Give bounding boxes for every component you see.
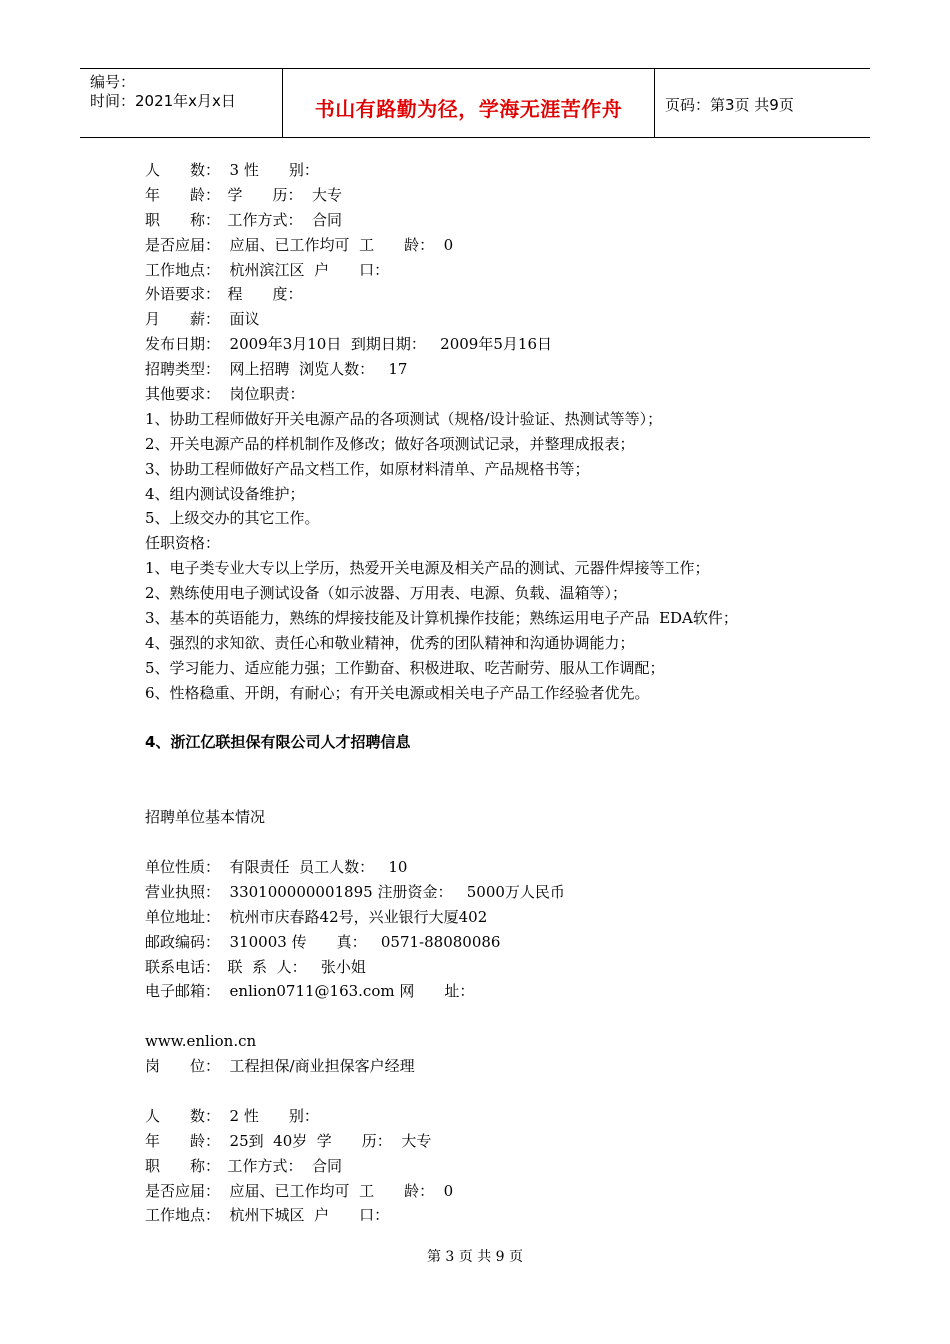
text-line: 5、学习能力、适应能力强；工作勤奋、积极进取、吃苦耐劳、服从工作调配； — [145, 658, 665, 677]
text-line: 职 称： 工作方式： 合同 — [145, 210, 343, 229]
doc-time: 时间：2021年x月x日 — [90, 92, 236, 110]
section-title: 4、浙江亿联担保有限公司人才招聘信息 — [145, 733, 411, 752]
text-line: 其他要求： 岗位职责： — [145, 385, 305, 404]
text-line: 月 薪： 面议 — [145, 310, 260, 329]
blank-line — [145, 1004, 935, 1029]
blank-line — [145, 755, 935, 780]
text-line: 2、开关电源产品的样机制作及修改；做好各项测试记录，并整理成报表； — [145, 434, 635, 453]
header-meta-cell — [80, 69, 283, 137]
header-motto-cell — [283, 69, 655, 137]
text-line: 招聘类型： 网上招聘 浏览人数： 17 — [145, 360, 408, 379]
company-line: 电子邮箱： enlion0711@163.com 网 址： — [145, 982, 475, 1001]
website: www.enlion.cn — [145, 1032, 257, 1051]
text-line: 6、性格稳重、开朗，有耐心；有开关电源或相关电子产品工作经验者优先。 — [145, 683, 650, 702]
job-line: 年 龄： 25到 40岁 学 历： 大专 — [145, 1131, 432, 1150]
page-footer: 第 3 页 共 9 页 — [426, 1249, 524, 1265]
text-line: 1、电子类专业大专以上学历，热爱开关电源及相关产品的测试、元器件焊接等工作； — [145, 559, 710, 578]
text-line: 任职资格： — [145, 534, 221, 553]
company-line: 邮政编码： 310003 传 真： 0571-88080086 — [145, 932, 501, 951]
text-line: 工作地点： 杭州滨江区 户 口： — [145, 260, 390, 279]
text-line: 年 龄： 学 历： 大专 — [145, 185, 343, 204]
header-page-cell — [655, 69, 870, 137]
job-line: 工作地点： 杭州下城区 户 口： — [145, 1206, 390, 1225]
job-line: 是否应届： 应届、已工作均可 工 龄： 0 — [145, 1181, 454, 1200]
blank-line — [145, 706, 935, 731]
company-line: 联系电话： 联 系 人： 张小姐 — [145, 957, 366, 976]
company-line: 单位地址： 杭州市庆春路42号，兴业银行大厦402 — [145, 907, 488, 926]
blank-line — [145, 780, 935, 805]
position-line: 岗 位： 工程担保/商业担保客户经理 — [145, 1057, 415, 1076]
motto: 书山有路勤为径，学海无涯苦作舟 — [314, 97, 623, 121]
text-line: 3、基本的英语能力，熟练的焊接技能及计算机操作技能；熟练运用电子产品 EDA软件； — [145, 609, 738, 628]
text-line: 3、协助工程师做好产品文档工作，如原材料清单、产品规格书等； — [145, 459, 590, 478]
text-line: 2、熟练使用电子测试设备（如示波器、万用表、电源、负载、温箱等）； — [145, 584, 628, 603]
company-line: 营业执照： 330100000001895 注册资金： 5000万人民币 — [145, 882, 565, 901]
page-header — [80, 68, 870, 138]
text-line: 是否应届： 应届、已工作均可 工 龄： 0 — [145, 235, 454, 254]
text-line: 4、组内测试设备维护； — [145, 484, 305, 503]
text-line: 人 数： 3 性 别： — [145, 161, 319, 179]
document-body — [145, 158, 935, 1228]
text-line: 发布日期： 2009年3月10日 到期日期： 2009年5月16日 — [145, 335, 552, 354]
job-line: 职 称： 工作方式： 合同 — [145, 1156, 343, 1175]
company-line: 单位性质： 有限责任 员工人数： 10 — [145, 857, 408, 876]
text-line: 1、协助工程师做好开关电源产品的各项测试（规格/设计验证、热测试等等）； — [145, 409, 663, 428]
text-line: 4、强烈的求知欲、责任心和敬业精神，优秀的团队精神和沟通协调能力； — [145, 633, 635, 652]
job-line: 人 数： 2 性 别： — [145, 1106, 319, 1125]
text-line: 5、上级交办的其它工作。 — [145, 509, 320, 528]
text-line: 外语要求： 程 度： — [145, 285, 303, 304]
page-info: 页码：第3页 共9页 — [665, 96, 794, 114]
doc-number: 编号： — [90, 73, 136, 91]
blank-line — [145, 830, 935, 855]
company-heading: 招聘单位基本情况 — [145, 808, 266, 827]
blank-line — [145, 1079, 935, 1104]
